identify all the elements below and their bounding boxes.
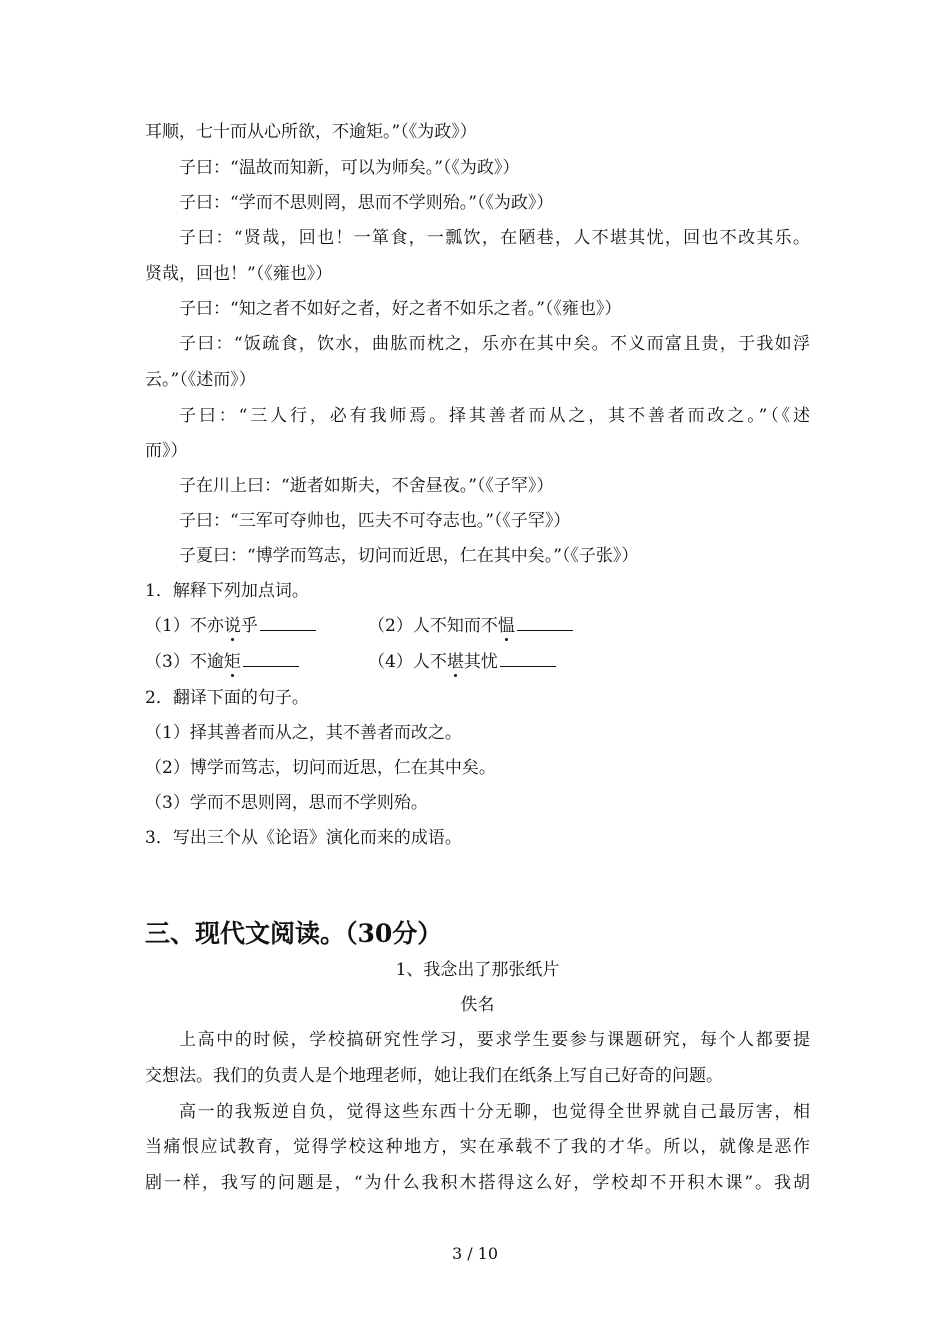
article-paragraph-line: 上高中的时候，学校搞研究性学习，要求学生要参与课题研究，每个人都要提 — [179, 1030, 810, 1050]
article-paragraph-line: 当痛恨应试教育，觉得学校这种地方，实在承载不了我的才华。所以，就像是恶作 — [145, 1137, 810, 1157]
classic-line: 而》） — [145, 441, 188, 461]
page-number: 3 / 10 — [451, 1244, 499, 1263]
dotted-char: 愠 — [497, 616, 515, 636]
answer-blank[interactable] — [500, 650, 556, 667]
article-paragraph-line: 剧一样，我写的问题是，“为什么我积木搭得这么好，学校却不开积木课”。我胡 — [145, 1173, 810, 1193]
answer-blank[interactable] — [260, 614, 316, 631]
question-1-title: 1．解释下列加点词。 — [145, 581, 309, 601]
q1-item-2 — [368, 614, 573, 638]
classic-line: 子曰：“温故而知新，可以为师矣。”（《为政》） — [179, 158, 520, 178]
dotted-char: 说 — [223, 616, 241, 636]
classic-line: 子曰：“三军可夺帅也，匹夫不可夺志也。”（《子罕》） — [179, 511, 571, 531]
q2-item: （1）择其善者而从之，其不善者而改之。 — [145, 723, 462, 743]
answer-blank[interactable] — [517, 614, 573, 631]
article-paragraph-line: 交想法。我们的负责人是个地理老师，她让我们在纸条上写自己好奇的问题。 — [145, 1066, 723, 1086]
classic-line: 子曰：“三人行，必有我师焉。择其善者而从之，其不善者而改之。”（《述 — [179, 406, 810, 426]
classic-line: 云。”（《述而》） — [145, 370, 256, 390]
section-heading: 三、现代文阅读。（30分） — [145, 919, 443, 948]
classic-line: 子夏曰：“博学而笃志，切问而近思，仁在其中矣。”（《子张》） — [179, 546, 639, 566]
q1-item-text: （4）人不 — [368, 652, 447, 672]
q1-item-text: （1）不亦 — [145, 616, 224, 636]
q1-item-4 — [368, 650, 556, 674]
question-3-title: 3．写出三个从《论语》演化而来的成语。 — [145, 828, 462, 848]
q1-item-3 — [145, 650, 299, 674]
q1-item-text: 其忧 — [463, 652, 498, 672]
classic-line: 子曰：“学而不思则罔，思而不学则殆。”（《为政》） — [179, 193, 554, 213]
classic-line: 贤哉，回也！”（《雍也》） — [145, 264, 333, 284]
q2-item: （3）学而不思则罔，思而不学则殆。 — [145, 793, 428, 813]
classic-line: 子在川上曰：“逝者如斯夫，不舍昼夜。”（《子罕》） — [179, 476, 554, 496]
classic-line: 子曰：“饭疏食，饮水，曲肱而枕之，乐亦在其中矣。不义而富且贵，于我如浮 — [179, 334, 810, 354]
dotted-char: 堪 — [446, 652, 464, 672]
classic-line: 子曰：“知之者不如好之者，好之者不如乐之者。”（《雍也》） — [179, 299, 622, 319]
classic-line: 耳顺，七十而从心所欲，不逾矩。”（《为政》） — [145, 122, 477, 142]
article-title: 1、我念出了那张纸片 — [395, 960, 560, 980]
dotted-char: 矩 — [223, 652, 241, 672]
article-author: 佚名 — [460, 995, 495, 1015]
q1-item-1 — [145, 614, 316, 638]
question-2-title: 2．翻译下面的句子。 — [145, 688, 309, 708]
q1-item-text: （3）不逾 — [145, 652, 224, 672]
answer-blank[interactable] — [243, 650, 299, 667]
q1-item-text: 乎 — [240, 616, 258, 636]
q2-item: （2）博学而笃志，切问而近思，仁在其中矣。 — [145, 758, 496, 778]
q1-item-text: （2）人不知而不 — [368, 616, 498, 636]
classic-line: 子曰：“贤哉，回也！一箪食，一瓢饮，在陋巷，人不堪其忧，回也不改其乐。 — [179, 228, 810, 248]
article-paragraph-line: 高一的我叛逆自负，觉得这些东西十分无聊，也觉得全世界就自己最厉害，相 — [179, 1102, 810, 1122]
